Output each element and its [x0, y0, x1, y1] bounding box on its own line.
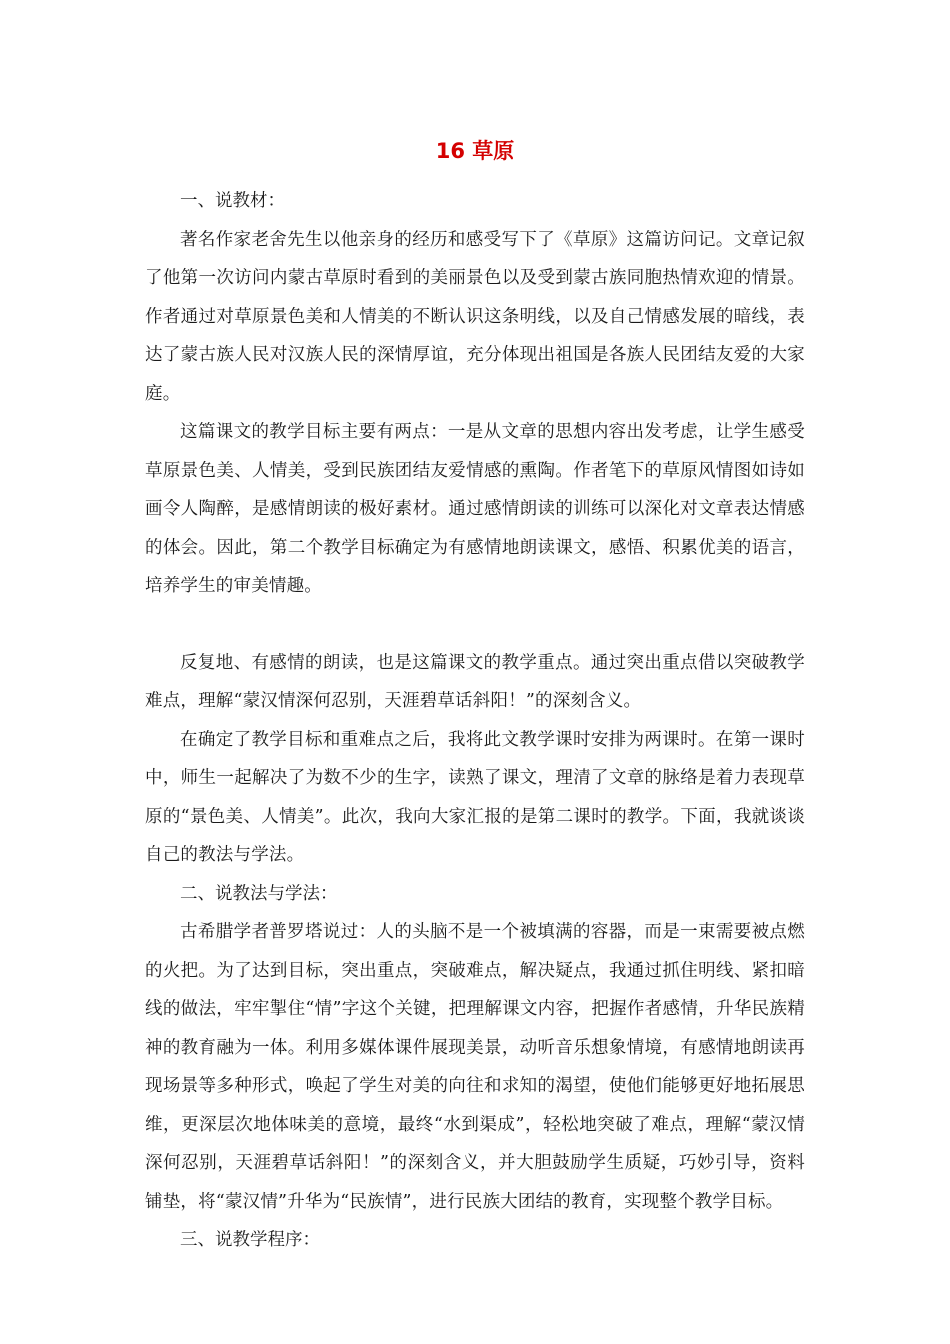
section-heading-methods: 二、说教法与学法： [180, 883, 338, 904]
section-heading-procedure: 三、说教学程序： [180, 1230, 320, 1250]
paragraph-introduction: 著名作家老舍先生以他亲身的经历和感受写下了《草原》这篇访问记。文章记叙了他第一次访问内蒙古草原时看到的美丽景色以及受到蒙古族同胞热情欢迎的情景。作者通过对草原景色美和人情美的不断认识这条明线，以及自己情感发展的暗线，表达了蒙古族人民对汉族人民的深情厚谊，充分体现出祖国是各族人民团结友爱的大家庭。 [145, 229, 805, 404]
paragraph-teaching-goals: 这篇课文的教学目标主要有两点：一是从文章的思想内容出发考虑，让学生感受草原景色美、人情美，受到民族团结友爱情感的熏陶。作者笔下的草原风情图如诗如画令人陶醉，是感情朗读的极好素材。通过感情朗读的训练可以深化对文章表达情感的体会。因此，第二个教学目标确定为有感情地朗读课文，感悟、积累优美的语言，培养学生的审美情趣。 [145, 422, 805, 596]
paragraph-methods: 古希腊学者普罗塔说过：人的头脑不是一个被填满的容器，而是一束需要被点燃的火把。为了达到目标，突出重点，突破难点，解决疑点，我通过抓住明线、紧扣暗线的做法，牢牢掣住“情”字这个关键，把理解课文内容，把握作者感情，升华民族精神的教育融为一体。利用多媒体课件展现美景，动听音乐想象情境，有感情地朗读再现场景等多种形式，唤起了学生对美的向往和求知的渴望，使他们能够更好地拓展思维，更深层次地体味美的意境，最终“水到渠成”，轻松地突破了难点，理解“蒙汉情深何忍别，天涯碧草话斜阳！”的深刻含义，并大胆鼓励学生质疑，巧妙引导，资料铺垫，将“蒙汉情”升华为“民族情”，进行民族大团结的教育，实现整个教学目标。 [145, 922, 805, 1212]
blank-line [145, 606, 805, 644]
document-body [145, 182, 805, 1260]
section-heading-teaching-material: 一、说教材： [180, 191, 285, 211]
paragraph-key-points: 反复地、有感情的朗读，也是这篇课文的教学重点。通过突出重点借以突破教学难点，理解“蒙汉情深何忍别，天涯碧草话斜阳！”的深刻含义。 [145, 652, 805, 711]
paragraph-class-hours: 在确定了教学目标和重难点之后，我将此文教学课时安排为两课时。在第一课时中，师生一起解决了为数不少的生字，读熟了课文，理清了文章的脉络是着力表现草原的“景色美、人情美”。此次，我向大家汇报的是第二课时的教学。下面，我就谈谈自己的教法与学法。 [145, 729, 805, 865]
document-title: 16 草原 [435, 139, 515, 163]
